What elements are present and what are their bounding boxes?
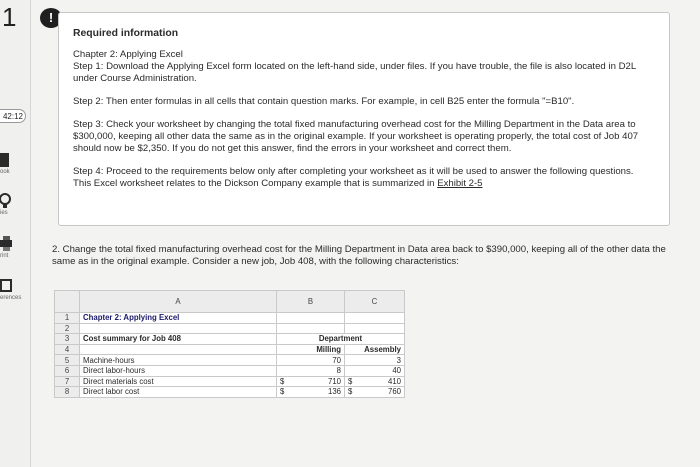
hint-label: ies bbox=[0, 210, 8, 216]
column-header-row bbox=[55, 291, 405, 313]
cell-a2[interactable] bbox=[80, 323, 277, 334]
milling-header-cell[interactable]: Milling bbox=[277, 344, 345, 355]
table-row bbox=[55, 355, 405, 366]
department-header-cell[interactable]: Department bbox=[277, 334, 405, 345]
row-label-cell[interactable]: Direct labor-hours bbox=[80, 365, 277, 376]
table-row bbox=[55, 334, 405, 345]
row-number: 1 bbox=[55, 313, 80, 324]
row-number: 3 bbox=[55, 334, 80, 345]
table-row bbox=[55, 387, 405, 398]
timer: 42:12 bbox=[0, 109, 26, 123]
question-number: 1 bbox=[2, 2, 17, 32]
cell-value: 136 bbox=[327, 387, 341, 397]
book-icon bbox=[0, 152, 12, 168]
step-1-block bbox=[73, 49, 655, 85]
ebook-button[interactable] bbox=[0, 152, 30, 175]
currency-symbol: $ bbox=[348, 387, 353, 397]
print-icon bbox=[0, 236, 14, 252]
table-row bbox=[55, 376, 405, 387]
references-button[interactable] bbox=[0, 278, 30, 301]
row-number: 5 bbox=[55, 355, 80, 366]
exhibit-link[interactable]: Exhibit 2-5 bbox=[437, 178, 483, 189]
column-header-b: B bbox=[277, 291, 345, 313]
table-row bbox=[55, 365, 405, 376]
sheet-title-cell[interactable]: Chapter 2: Applying Excel bbox=[80, 313, 277, 324]
panel-title: Required information bbox=[73, 28, 179, 39]
currency-symbol: $ bbox=[280, 387, 285, 397]
cell-value: 410 bbox=[387, 376, 401, 386]
table-row bbox=[55, 313, 405, 324]
step-4-text: Step 4: Proceed to the requirements below only after completing your worksheet as it will be used to answer the following questions. bbox=[73, 166, 634, 177]
step-4-block bbox=[73, 166, 655, 190]
chapter-line: Chapter 2: Applying Excel bbox=[73, 49, 183, 60]
column-header-a: A bbox=[80, 291, 277, 313]
column-header-c: C bbox=[345, 291, 405, 313]
step-1-text: Step 1: Download the Applying Excel form located on the left-hand side, under files. If you have trouble, the file is also located in D2L under Course Administration. bbox=[73, 61, 636, 84]
cell-a4[interactable] bbox=[80, 344, 277, 355]
milling-value-cell[interactable]: 8 bbox=[277, 365, 345, 376]
cell-value: 760 bbox=[387, 387, 401, 397]
row-label-cell[interactable]: Direct materials cost bbox=[80, 376, 277, 387]
row-label-cell[interactable]: Direct labor cost bbox=[80, 387, 277, 398]
hint-button[interactable] bbox=[0, 193, 30, 216]
table-row bbox=[55, 323, 405, 334]
cell-c2[interactable] bbox=[345, 323, 405, 334]
alert-icon: ! bbox=[40, 8, 62, 28]
excel-worksheet bbox=[54, 290, 405, 398]
relates-line bbox=[73, 178, 655, 190]
print-button[interactable] bbox=[0, 236, 30, 259]
cost-summary-cell[interactable]: Cost summary for Job 408 bbox=[80, 334, 277, 345]
table-row bbox=[55, 344, 405, 355]
assembly-value-cell[interactable]: 3 bbox=[345, 355, 405, 366]
assembly-value-cell[interactable] bbox=[345, 376, 405, 387]
references-label: erences bbox=[0, 295, 22, 301]
cell-b2[interactable] bbox=[277, 323, 345, 334]
cell-b1[interactable] bbox=[277, 313, 345, 324]
currency-symbol: $ bbox=[348, 376, 353, 386]
milling-value-cell[interactable]: 70 bbox=[277, 355, 345, 366]
relates-text: This Excel worksheet relates to the Dickson Company example that is summarized in bbox=[73, 178, 438, 189]
assembly-value-cell[interactable]: 40 bbox=[345, 365, 405, 376]
milling-value-cell[interactable] bbox=[277, 387, 345, 398]
required-information-panel bbox=[58, 12, 670, 226]
cell-value: 710 bbox=[327, 376, 341, 386]
row-label-cell[interactable]: Machine-hours bbox=[80, 355, 277, 366]
references-icon bbox=[0, 278, 14, 294]
row-number: 2 bbox=[55, 323, 80, 334]
left-sidebar bbox=[0, 0, 31, 467]
milling-value-cell[interactable] bbox=[277, 376, 345, 387]
corner-cell bbox=[55, 291, 80, 313]
ebook-label: ook bbox=[0, 169, 10, 175]
cell-c1[interactable] bbox=[345, 313, 405, 324]
question-text: 2. Change the total fixed manufacturing overhead cost for the Milling Department in Data area back to $390,000, keeping all of the other data the same as in the original example. Consider a new job, Job 408, with the following characteristics: bbox=[52, 244, 666, 267]
currency-symbol: $ bbox=[280, 376, 285, 386]
row-number: 4 bbox=[55, 344, 80, 355]
hint-icon bbox=[0, 193, 12, 209]
assembly-header-cell[interactable]: Assembly bbox=[345, 344, 405, 355]
step-2-text: Step 2: Then enter formulas in all cells that contain question marks. For example, in cell B25 enter the formula "=B10". bbox=[73, 96, 575, 107]
row-number: 6 bbox=[55, 365, 80, 376]
row-number: 7 bbox=[55, 376, 80, 387]
assembly-value-cell[interactable] bbox=[345, 387, 405, 398]
step-3-text: Step 3: Check your worksheet by changing the total fixed manufacturing overhead cost for the Milling Department in the Data area to $300,000, keeping all other data the same as in the original example. If your worksheet is operating properly, the total cost of Job 407 should now be $2,350. If you do not get this answer, find the errors in your worksheet and correct them. bbox=[73, 119, 639, 154]
row-number: 8 bbox=[55, 387, 80, 398]
print-label: rint bbox=[0, 253, 9, 259]
